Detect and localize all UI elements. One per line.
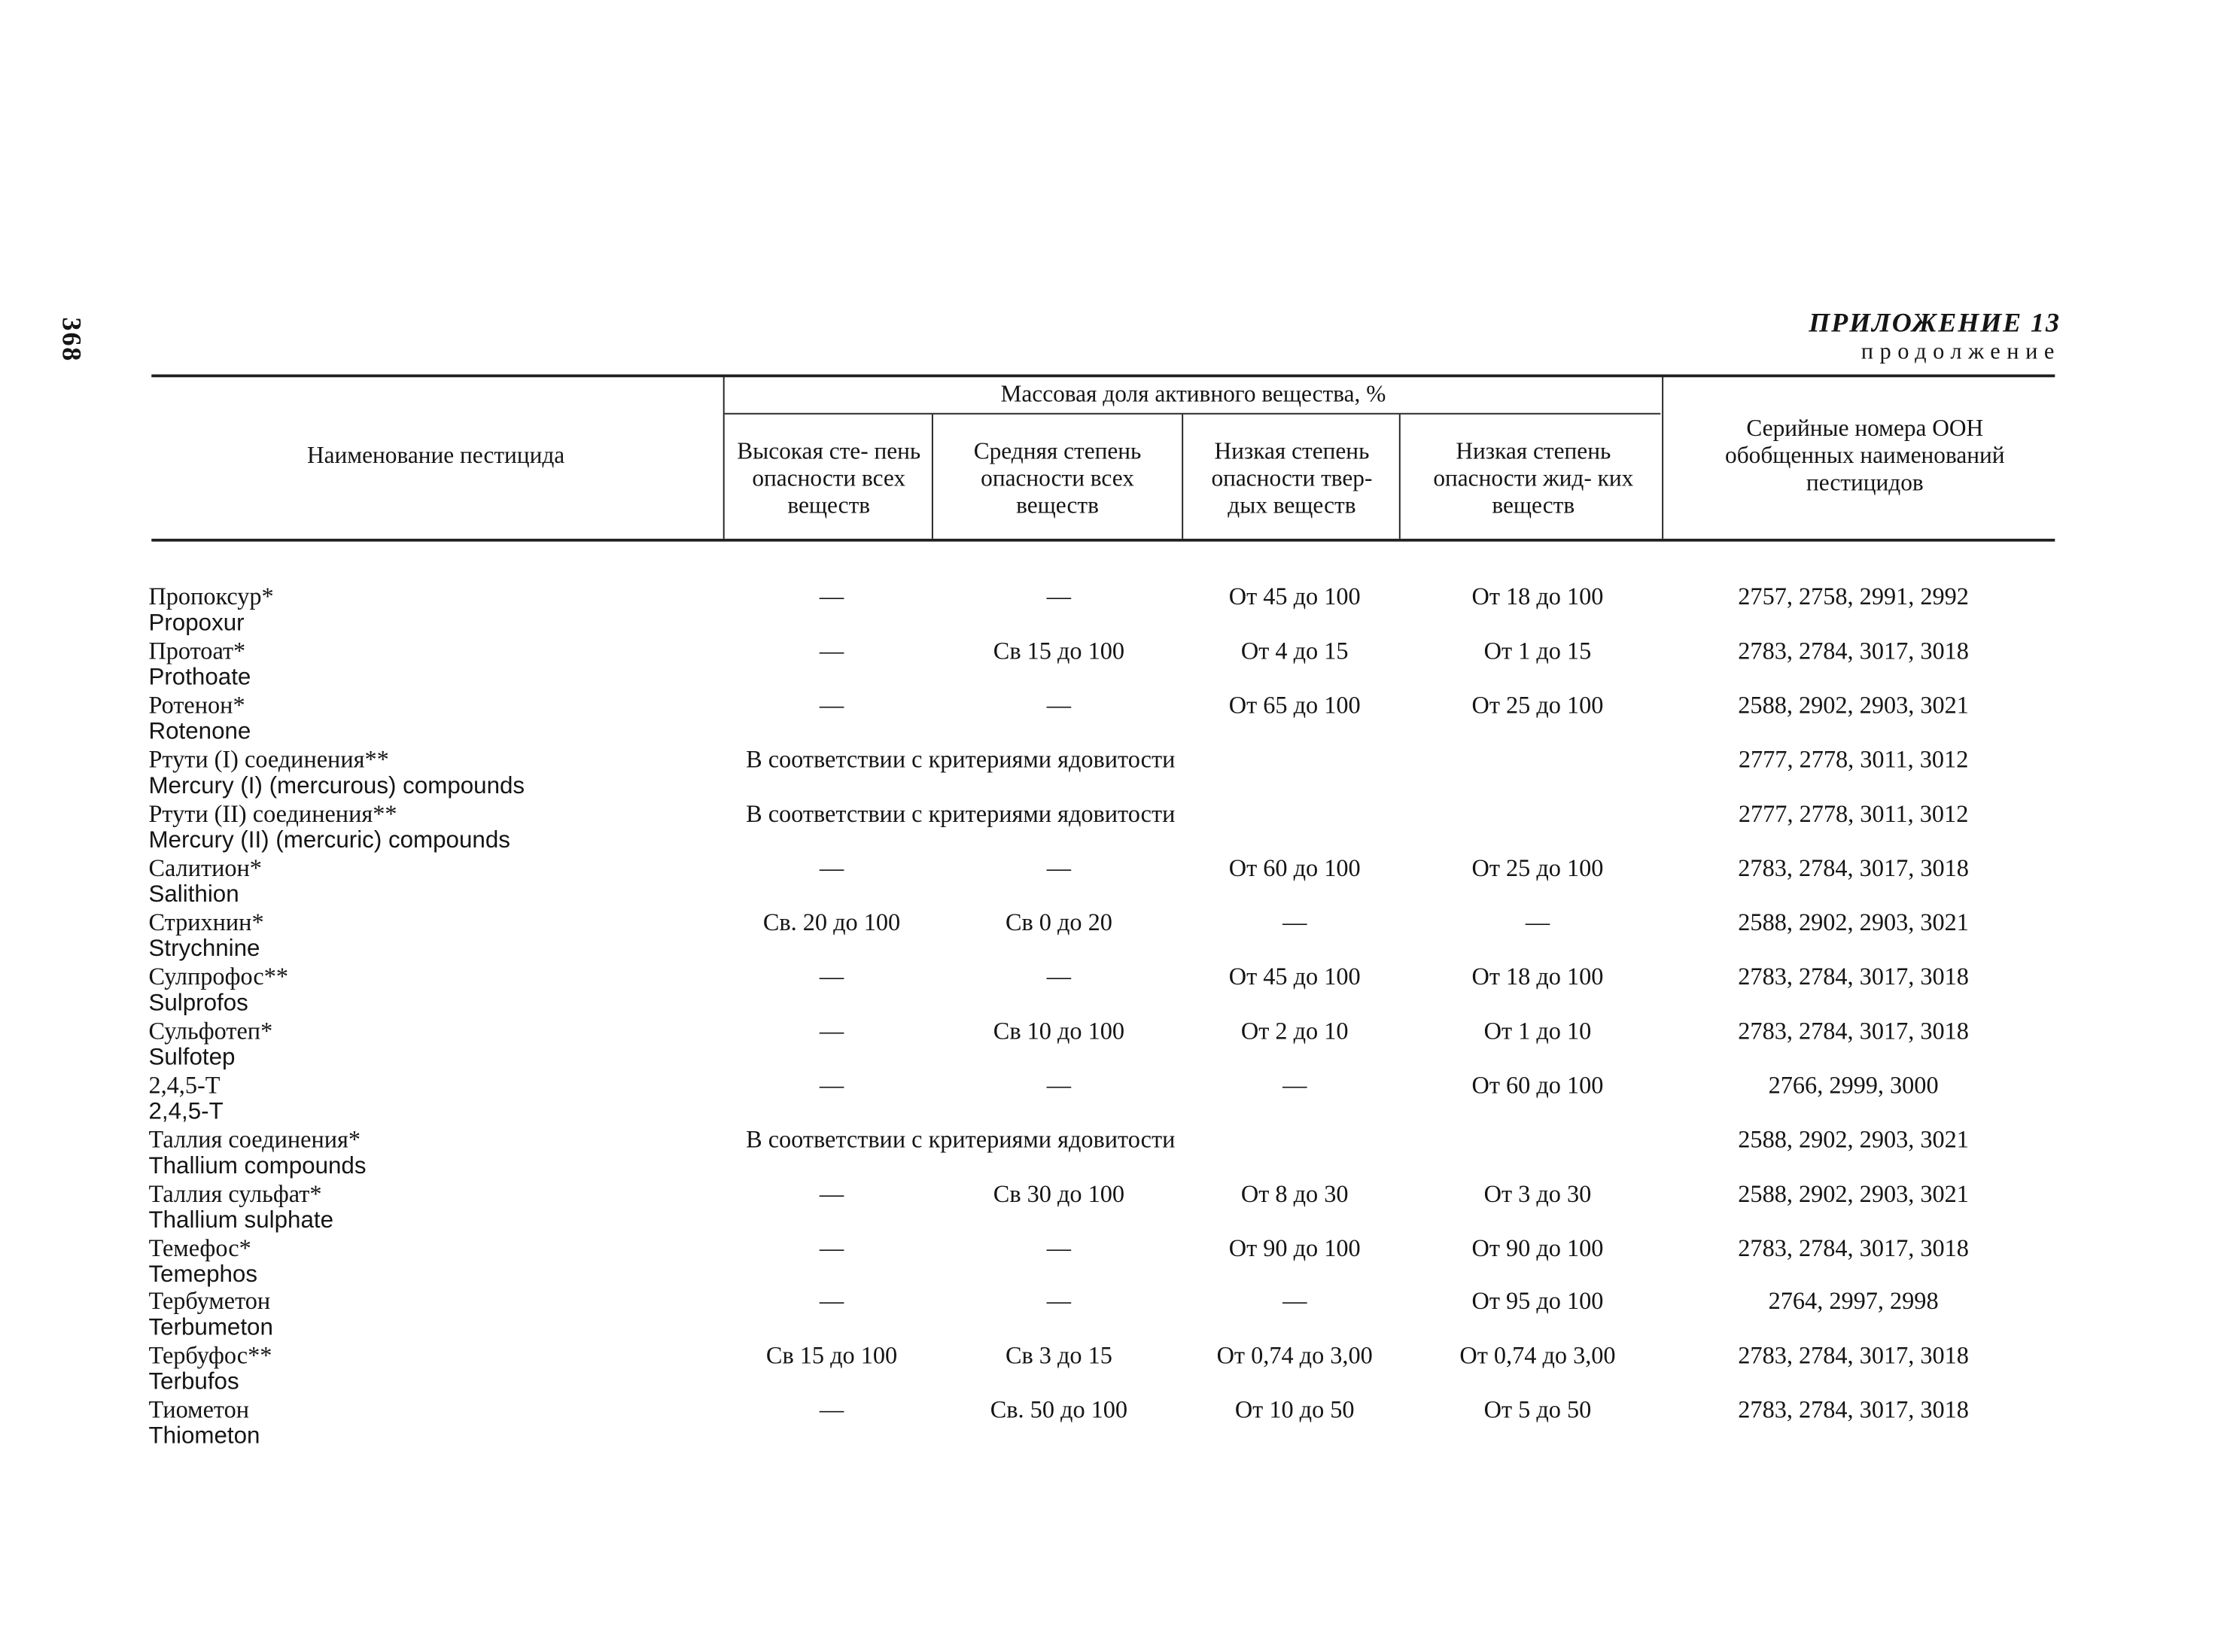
name-ru: Таллия соединения* bbox=[148, 1126, 361, 1154]
cell-high: — bbox=[819, 637, 844, 665]
appendix-title: ПРИЛОЖЕНИЕ 13 bbox=[1809, 309, 2061, 339]
cell-medium: — bbox=[1046, 1234, 1072, 1262]
cell-un: 2777, 2778, 3011, 3012 bbox=[1738, 800, 1969, 828]
cell-low-solid: От 60 до 100 bbox=[1228, 854, 1361, 882]
cell-un: 2588, 2902, 2903, 3021 bbox=[1738, 908, 1969, 936]
cell-medium: — bbox=[1046, 1072, 1072, 1100]
cell-medium: Св 0 до 20 bbox=[1005, 908, 1112, 936]
name-en: Salithion bbox=[148, 881, 239, 908]
cell-low-liquid: От 0,74 до 3,00 bbox=[1459, 1341, 1616, 1369]
cell-medium: — bbox=[1046, 963, 1072, 990]
cell-high: — bbox=[819, 1072, 844, 1100]
name-ru: Ртути (II) соединения** bbox=[148, 800, 397, 828]
header-bottom-rule bbox=[151, 539, 2055, 542]
table-top-rule bbox=[151, 374, 2055, 377]
name-en: Strychnine bbox=[148, 936, 260, 962]
cell-medium: — bbox=[1046, 1287, 1072, 1315]
cell-low-liquid: От 25 до 100 bbox=[1471, 854, 1604, 882]
toxicity-criteria-note: В соответствии с критериями ядовитости bbox=[746, 746, 1176, 774]
cell-low-liquid: От 1 до 15 bbox=[1483, 637, 1592, 665]
cell-un: 2588, 2902, 2903, 3021 bbox=[1738, 691, 1969, 720]
divider-low-solid bbox=[1399, 415, 1401, 539]
page-number: 368 bbox=[56, 317, 86, 363]
name-en: Sulfotep bbox=[148, 1044, 236, 1071]
name-en: Thiometon bbox=[148, 1423, 260, 1450]
table-row bbox=[0, 963, 2215, 1018]
table-row bbox=[0, 692, 2215, 746]
cell-un: 2588, 2902, 2903, 3021 bbox=[1738, 1180, 1969, 1208]
cell-low-solid: — bbox=[1282, 1287, 1307, 1315]
cell-un: 2783, 2784, 3017, 3018 bbox=[1738, 854, 1969, 882]
table-row bbox=[0, 909, 2215, 963]
name-ru: Ртути (I) соединения** bbox=[148, 746, 389, 774]
cell-high: — bbox=[819, 1287, 844, 1315]
cell-low-solid: От 8 до 30 bbox=[1240, 1180, 1349, 1208]
table-row bbox=[0, 637, 2215, 692]
name-ru: Ротенон* bbox=[148, 691, 245, 720]
cell-high: — bbox=[819, 1180, 844, 1208]
header-name: Наименование пестицида bbox=[306, 441, 565, 469]
cell-low-liquid: От 3 до 30 bbox=[1483, 1180, 1592, 1208]
cell-high: — bbox=[819, 691, 844, 720]
cell-low-solid: От 4 до 15 bbox=[1240, 637, 1349, 665]
name-ru: Пропоксур* bbox=[148, 583, 274, 610]
cell-high: — bbox=[819, 583, 844, 610]
name-ru: Тербуметон bbox=[148, 1287, 271, 1315]
name-en: Mercury (II) (mercuric) compounds bbox=[148, 827, 510, 853]
header-high: Высокая сте- пень опасности всех веществ bbox=[737, 437, 921, 519]
cell-medium: Св 3 до 15 bbox=[1005, 1341, 1112, 1369]
cell-low-liquid: От 18 до 100 bbox=[1471, 963, 1604, 990]
name-en: Thallium sulphate bbox=[148, 1207, 334, 1234]
name-ru: 2,4,5-Т bbox=[148, 1072, 221, 1100]
table-row bbox=[0, 583, 2215, 637]
cell-low-solid: От 10 до 50 bbox=[1234, 1396, 1355, 1424]
toxicity-criteria-note: В соответствии с критериями ядовитости bbox=[746, 1126, 1176, 1154]
cell-high: — bbox=[819, 1396, 844, 1424]
cell-un: 2777, 2778, 3011, 3012 bbox=[1738, 746, 1969, 774]
cell-un: 2783, 2784, 3017, 3018 bbox=[1738, 963, 1969, 990]
header-un-numbers: Серийные номера ООН обобщенных наименований пестицидов bbox=[1725, 414, 2005, 496]
name-ru: Протоат* bbox=[148, 637, 246, 665]
cell-high: Св. 20 до 100 bbox=[762, 908, 901, 936]
table-row bbox=[0, 1396, 2215, 1450]
cell-low-solid: От 45 до 100 bbox=[1228, 963, 1361, 990]
cell-medium: Св. 50 до 100 bbox=[990, 1396, 1128, 1424]
cell-low-solid: От 0,74 до 3,00 bbox=[1216, 1341, 1373, 1369]
divider-high bbox=[932, 415, 933, 539]
cell-high: Св 15 до 100 bbox=[765, 1341, 898, 1369]
cell-un: 2783, 2784, 3017, 3018 bbox=[1738, 637, 1969, 665]
cell-un: 2783, 2784, 3017, 3018 bbox=[1738, 1341, 1969, 1369]
cell-un: 2783, 2784, 3017, 3018 bbox=[1738, 1234, 1969, 1262]
cell-low-liquid: — bbox=[1525, 908, 1550, 936]
cell-medium: — bbox=[1046, 854, 1072, 882]
name-en: Temephos bbox=[148, 1261, 258, 1288]
toxicity-criteria-note: В соответствии с критериями ядовитости bbox=[746, 800, 1176, 828]
name-en: Mercury (I) (mercurous) compounds bbox=[148, 773, 525, 799]
cell-medium: Св 30 до 100 bbox=[993, 1180, 1125, 1208]
table-row bbox=[0, 1288, 2215, 1342]
table-row bbox=[0, 1180, 2215, 1234]
table-row bbox=[0, 1234, 2215, 1288]
cell-medium: Св 15 до 100 bbox=[993, 637, 1125, 665]
table-row bbox=[0, 746, 2215, 800]
name-en: Propoxur bbox=[148, 610, 245, 636]
table-row bbox=[0, 800, 2215, 854]
table-row bbox=[0, 854, 2215, 908]
name-ru: Темефос* bbox=[148, 1234, 251, 1262]
cell-low-liquid: От 18 до 100 bbox=[1471, 583, 1604, 610]
header-low-liquid: Низкая степень опасности жид- ких веществ bbox=[1433, 437, 1634, 519]
cell-low-liquid: От 5 до 50 bbox=[1483, 1396, 1592, 1424]
cell-medium: — bbox=[1046, 691, 1072, 720]
name-ru: Сульфотеп* bbox=[148, 1017, 273, 1045]
cell-low-liquid: От 90 до 100 bbox=[1471, 1234, 1604, 1262]
cell-low-liquid: От 1 до 10 bbox=[1483, 1017, 1592, 1045]
table-row bbox=[0, 1342, 2215, 1396]
cell-un: 2757, 2758, 2991, 2992 bbox=[1738, 583, 1969, 610]
cell-low-solid: От 90 до 100 bbox=[1228, 1234, 1361, 1262]
name-ru: Стрихнин* bbox=[148, 908, 264, 936]
cell-low-solid: От 2 до 10 bbox=[1240, 1017, 1349, 1045]
header-group: Массовая доля активного вещества, % bbox=[1000, 380, 1386, 408]
name-en: Sulprofos bbox=[148, 990, 248, 1016]
cell-high: — bbox=[819, 854, 844, 882]
cell-high: — bbox=[819, 1234, 844, 1262]
table-row bbox=[0, 1126, 2215, 1180]
divider-name bbox=[723, 376, 725, 538]
cell-low-liquid: От 25 до 100 bbox=[1471, 691, 1604, 720]
name-en: Rotenone bbox=[148, 719, 251, 745]
cell-low-solid: — bbox=[1282, 908, 1307, 936]
cell-un: 2588, 2902, 2903, 3021 bbox=[1738, 1126, 1969, 1154]
name-en: Thallium compounds bbox=[148, 1153, 367, 1179]
cell-high: — bbox=[819, 1017, 844, 1045]
name-ru: Тиометон bbox=[148, 1396, 250, 1424]
divider-low-liquid bbox=[1662, 376, 1663, 538]
name-ru: Тербуфос** bbox=[148, 1341, 272, 1369]
cell-low-solid: От 45 до 100 bbox=[1228, 583, 1361, 610]
cell-low-liquid: От 95 до 100 bbox=[1471, 1287, 1604, 1315]
table-row bbox=[0, 1018, 2215, 1072]
header-medium: Средняя степень опасности всех веществ bbox=[973, 437, 1142, 519]
header-low-solid: Низкая степень опасности твер- дых веществ bbox=[1211, 437, 1373, 519]
cell-medium: Св 10 до 100 bbox=[993, 1017, 1125, 1045]
cell-medium: — bbox=[1046, 583, 1072, 610]
cell-un: 2783, 2784, 3017, 3018 bbox=[1738, 1017, 1969, 1045]
name-ru: Салитион* bbox=[148, 854, 262, 882]
cell-high: — bbox=[819, 963, 844, 990]
divider-medium bbox=[1182, 415, 1183, 539]
name-en: Prothoate bbox=[148, 664, 251, 691]
cell-low-solid: От 65 до 100 bbox=[1228, 691, 1361, 720]
name-ru: Таллия сульфат* bbox=[148, 1180, 322, 1208]
continuation-label: продолжение bbox=[1861, 339, 2061, 365]
name-ru: Сулпрофос** bbox=[148, 963, 289, 990]
group-header-rule bbox=[725, 413, 1661, 415]
table-row bbox=[0, 1072, 2215, 1126]
cell-un: 2766, 2999, 3000 bbox=[1768, 1072, 1939, 1100]
name-en: 2,4,5-T bbox=[148, 1099, 224, 1125]
cell-un: 2764, 2997, 2998 bbox=[1768, 1287, 1939, 1315]
cell-low-liquid: От 60 до 100 bbox=[1471, 1072, 1604, 1100]
name-en: Terbufos bbox=[148, 1368, 239, 1395]
cell-un: 2783, 2784, 3017, 3018 bbox=[1738, 1396, 1969, 1424]
cell-low-solid: — bbox=[1282, 1072, 1307, 1100]
name-en: Terbumeton bbox=[148, 1314, 273, 1340]
